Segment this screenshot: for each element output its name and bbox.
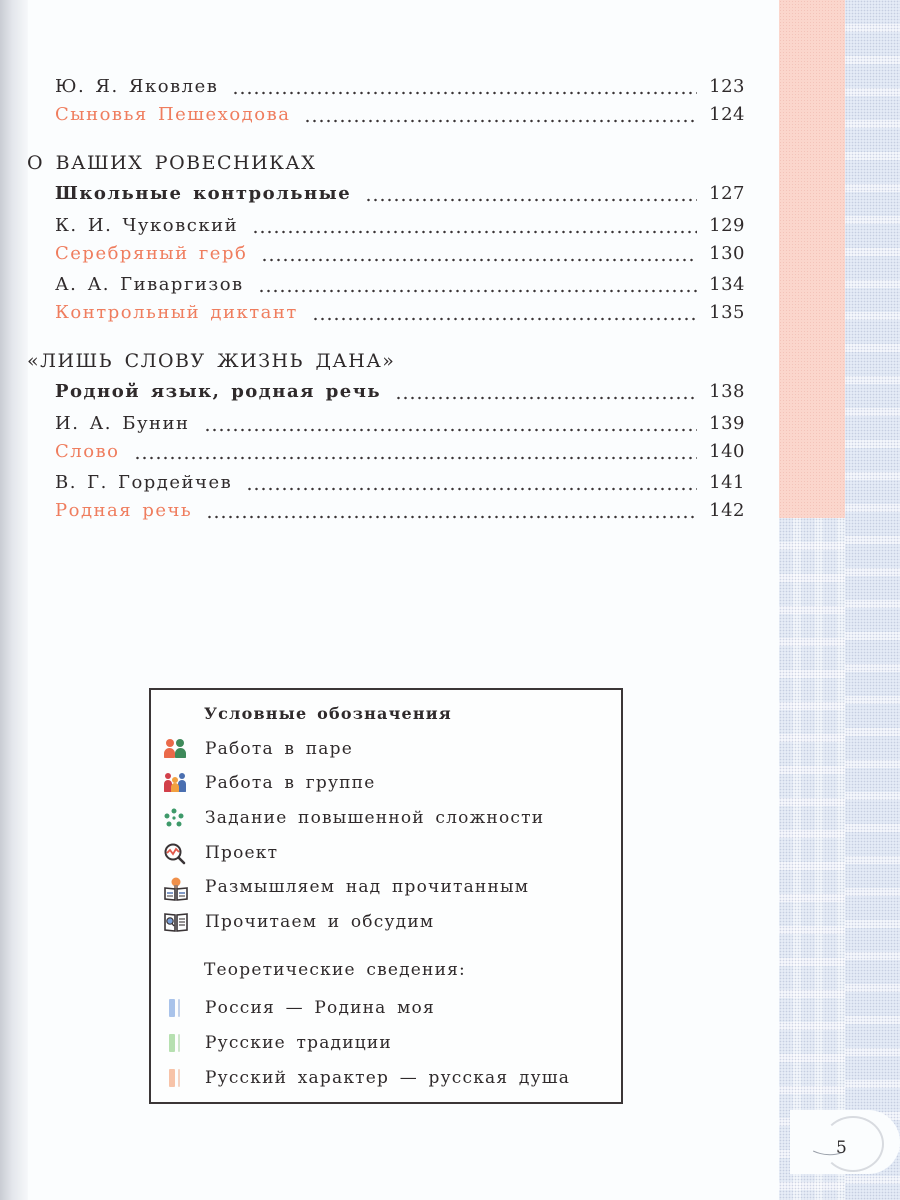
toc-entry-page: 138: [709, 381, 745, 402]
read-discuss-icon: [163, 911, 193, 933]
legend-item-label: Русские традиции: [205, 1033, 392, 1053]
toc-entry-title: Ю. Я. Яковлев: [55, 76, 219, 97]
toc-entry[interactable]: [55, 302, 745, 328]
legend-item-label: Работа в паре: [205, 739, 353, 759]
toc-entry-title: И. А. Бунин: [55, 413, 190, 434]
toc-entry-page: 129: [709, 215, 745, 236]
toc-entry[interactable]: [55, 381, 745, 407]
legend-item-label: Работа в группе: [205, 773, 376, 793]
decorative-strip-blue: [845, 0, 900, 1200]
legend-item-label: Россия — Родина моя: [205, 998, 435, 1018]
group-work-icon: [163, 772, 193, 794]
toc-entry-page: 139: [709, 413, 745, 434]
legend-item-label: Размышляем над прочитанным: [205, 877, 530, 897]
toc-entry[interactable]: [55, 274, 745, 300]
toc-entry-title: А. А. Гиваргизов: [55, 274, 244, 295]
toc-entry-page: 124: [709, 104, 745, 125]
legend-item: [163, 909, 434, 935]
leader-dots: [304, 119, 697, 123]
toc-entry-title: Серебряный герб: [55, 243, 248, 264]
decorative-strip-blue-lower: [779, 518, 845, 1200]
toc-entry-page: 142: [709, 500, 745, 521]
leader-dots: [252, 230, 697, 234]
toc-entry-page: 123: [709, 76, 745, 97]
legend-item-label: Русский характер — русская душа: [205, 1068, 571, 1088]
curl-swirl: [822, 1116, 884, 1172]
legend-item: [163, 770, 375, 796]
legend-item: [163, 1030, 392, 1056]
leader-dots: [312, 317, 697, 321]
page-number: 5: [836, 1138, 847, 1158]
leader-dots: [204, 428, 698, 432]
legend-item: [163, 840, 278, 866]
toc-entry-title: Школьные контрольные: [55, 183, 352, 204]
legend-heading: Условные обозначения: [204, 704, 452, 723]
leader-dots: [134, 456, 698, 460]
toc-entry-title: Слово: [55, 441, 120, 462]
toc-entry-title: Контрольный диктант: [55, 302, 298, 323]
toc-entry-page: 130: [709, 243, 745, 264]
toc-entry-title: Родной язык, родная речь: [55, 381, 382, 402]
section-heading[interactable]: «ЛИШЬ СЛОВУ ЖИЗНЬ ДАНА»: [27, 350, 396, 372]
toc-entry[interactable]: [55, 243, 745, 269]
toc-entry-title: Родная речь: [55, 500, 193, 521]
decorative-strip-pink: [779, 0, 845, 518]
project-icon: [163, 842, 193, 864]
toc-entry-page: 140: [709, 441, 745, 462]
pair-work-icon: [163, 738, 193, 760]
legend-item-label: Прочитаем и обсудим: [205, 912, 435, 932]
toc-entry[interactable]: [55, 441, 745, 467]
legend-item: [163, 1065, 570, 1091]
toc-entry-page: 135: [709, 302, 745, 323]
toc-entry-page: 141: [709, 472, 745, 493]
orange-marker-icon: [163, 1067, 193, 1089]
advanced-task-icon: [163, 807, 193, 829]
page-binding-shadow: [0, 0, 28, 1200]
leader-dots: [232, 91, 697, 95]
toc-entry-page: 127: [709, 183, 745, 204]
legend-item: [163, 995, 435, 1021]
legend-item: [163, 874, 529, 900]
toc-entry[interactable]: [55, 472, 745, 498]
reflect-reading-icon: [163, 876, 193, 898]
toc-entry-title: К. И. Чуковский: [55, 215, 239, 236]
leader-dots: [258, 289, 697, 293]
toc-entry[interactable]: [55, 183, 745, 209]
theory-heading: Теоретические сведения:: [204, 960, 466, 980]
blue-marker-icon: [163, 997, 193, 1019]
legend-item: [163, 805, 544, 831]
toc-entry[interactable]: [55, 215, 745, 241]
legend-item-label: Задание повышенной сложности: [205, 808, 545, 828]
green-marker-icon: [163, 1032, 193, 1054]
legend-box: [149, 688, 623, 1104]
toc-entry[interactable]: [55, 413, 745, 439]
leader-dots: [206, 515, 697, 519]
section-heading[interactable]: О ВАШИХ РОВЕСНИКАХ: [27, 152, 317, 174]
legend-item: [163, 736, 353, 762]
toc-entry[interactable]: [55, 76, 745, 102]
leader-dots: [261, 258, 697, 262]
toc-entry[interactable]: [55, 104, 745, 130]
toc-entry-page: 134: [709, 274, 745, 295]
leader-dots: [365, 198, 697, 202]
toc-entry-title: Сыновья Пешеходова: [55, 104, 291, 125]
toc-entry-title: В. Г. Гордейчев: [55, 472, 233, 493]
leader-dots: [395, 396, 697, 400]
legend-item-label: Проект: [205, 843, 279, 863]
toc-entry[interactable]: [55, 500, 745, 526]
leader-dots: [246, 487, 697, 491]
